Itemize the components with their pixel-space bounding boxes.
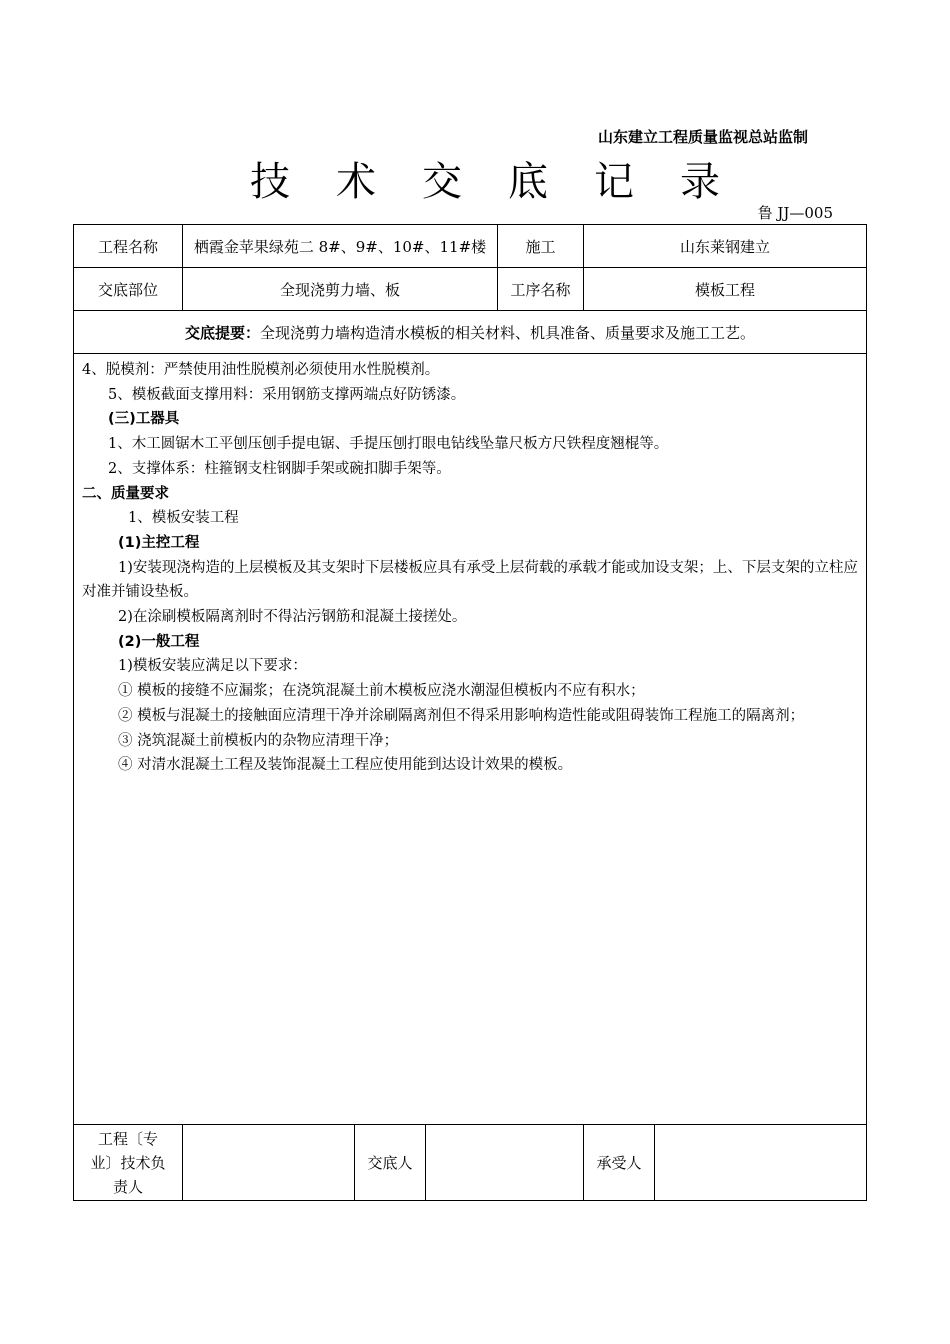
summary-row [74, 311, 867, 354]
summary-cell [74, 311, 867, 354]
signature-row [74, 1125, 867, 1201]
content-line: ① 模板的接缝不应漏浆；在浇筑混凝土前木模板应浇水潮湿但模板内不应有积水； [118, 683, 645, 700]
content-cell [74, 354, 867, 1125]
tech-lead-label-line: 工程〔专 [97, 1129, 158, 1148]
tech-lead-label [74, 1125, 183, 1201]
content-line: ③ 浇筑混凝土前模板内的杂物应清理干净； [118, 732, 399, 749]
section-heading: (2)一般工程 [118, 633, 200, 650]
content-line: 1)模板安装应满足以下要求： [118, 658, 307, 675]
project-name-value: 栖霞金苹果绿苑二 8#、9#、10#、11#楼 [183, 225, 498, 268]
process-label: 工序名称 [498, 268, 584, 311]
section-heading: 二、质量要求 [82, 485, 169, 502]
title-char: 技 [250, 159, 290, 205]
content-line: 1、木工圆锯木工平刨压刨手提电锯、手提压刨打眼电钻线坠靠尺板方尺铁程度翘棍等。 [108, 436, 669, 453]
discloser-label: 交底人 [355, 1125, 426, 1201]
part-label: 交底部位 [74, 268, 183, 311]
title-char: 记 [594, 159, 634, 205]
discloser-signature[interactable] [426, 1125, 584, 1201]
construction-label: 施工 [498, 225, 584, 268]
section-heading: (1)主控工程 [118, 534, 200, 551]
tech-lead-label-line: 业〕技术负 [90, 1153, 166, 1172]
title-char: 交 [422, 159, 462, 205]
receiver-label: 承受人 [584, 1125, 655, 1201]
form-code: 鲁 JJ—005 [757, 204, 833, 222]
tech-lead-signature[interactable] [183, 1125, 355, 1201]
content-row [74, 354, 867, 1125]
section-heading: (三)工器具 [108, 411, 180, 428]
part-row [74, 268, 867, 311]
content-line: 1、模板安装工程 [128, 510, 239, 527]
content-line: ② 模板与混凝土的接触面应清理干净并涂刷隔离剂但不得采用影响构造性能或阻碍装饰工程施工的隔离剂； [118, 707, 805, 724]
project-name-label: 工程名称 [74, 225, 183, 268]
project-row [74, 225, 867, 268]
content-line: 5、模板截面支撑用料：采用钢筋支撑两端点好防锈漆。 [108, 386, 466, 403]
supervisor-note: 山东建立工程质量监视总站监制 [598, 128, 809, 146]
title-char: 术 [336, 159, 376, 205]
part-value: 全现浇剪力墙、板 [183, 268, 498, 311]
content-line: 4、脱模剂：严禁使用油性脱模剂必须使用水性脱模剂。 [82, 362, 440, 378]
content-line: 2、支撑体系：柱箍钢支柱钢脚手架或碗扣脚手架等。 [108, 460, 451, 477]
title-char: 录 [680, 159, 720, 205]
content-line: ④ 对清水混凝土工程及装饰混凝土工程应使用能到达设计效果的模板。 [118, 757, 573, 774]
tech-lead-label-line: 责人 [112, 1177, 143, 1196]
title-char: 底 [508, 159, 548, 205]
document-title [250, 150, 720, 207]
disclosure-form [73, 224, 867, 1201]
construction-value: 山东莱钢建立 [584, 225, 867, 268]
receiver-signature[interactable] [655, 1125, 867, 1201]
process-value: 模板工程 [584, 268, 867, 311]
summary-text: 全现浇剪力墙构造清水模板的相关材料、机具准备、质量要求及施工工艺。 [260, 323, 756, 342]
content-line: 2)在涂刷模板隔离剂时不得沾污钢筋和混凝土接搓处。 [118, 609, 467, 626]
content-line: 1)安装现浇构造的上层模板及其支架时下层楼板应具有承受上层荷载的承载才能或加设支架；上、下层支架的立柱应对准并铺设垫板。 [82, 559, 858, 601]
summary-label: 交底提要： [185, 323, 261, 342]
